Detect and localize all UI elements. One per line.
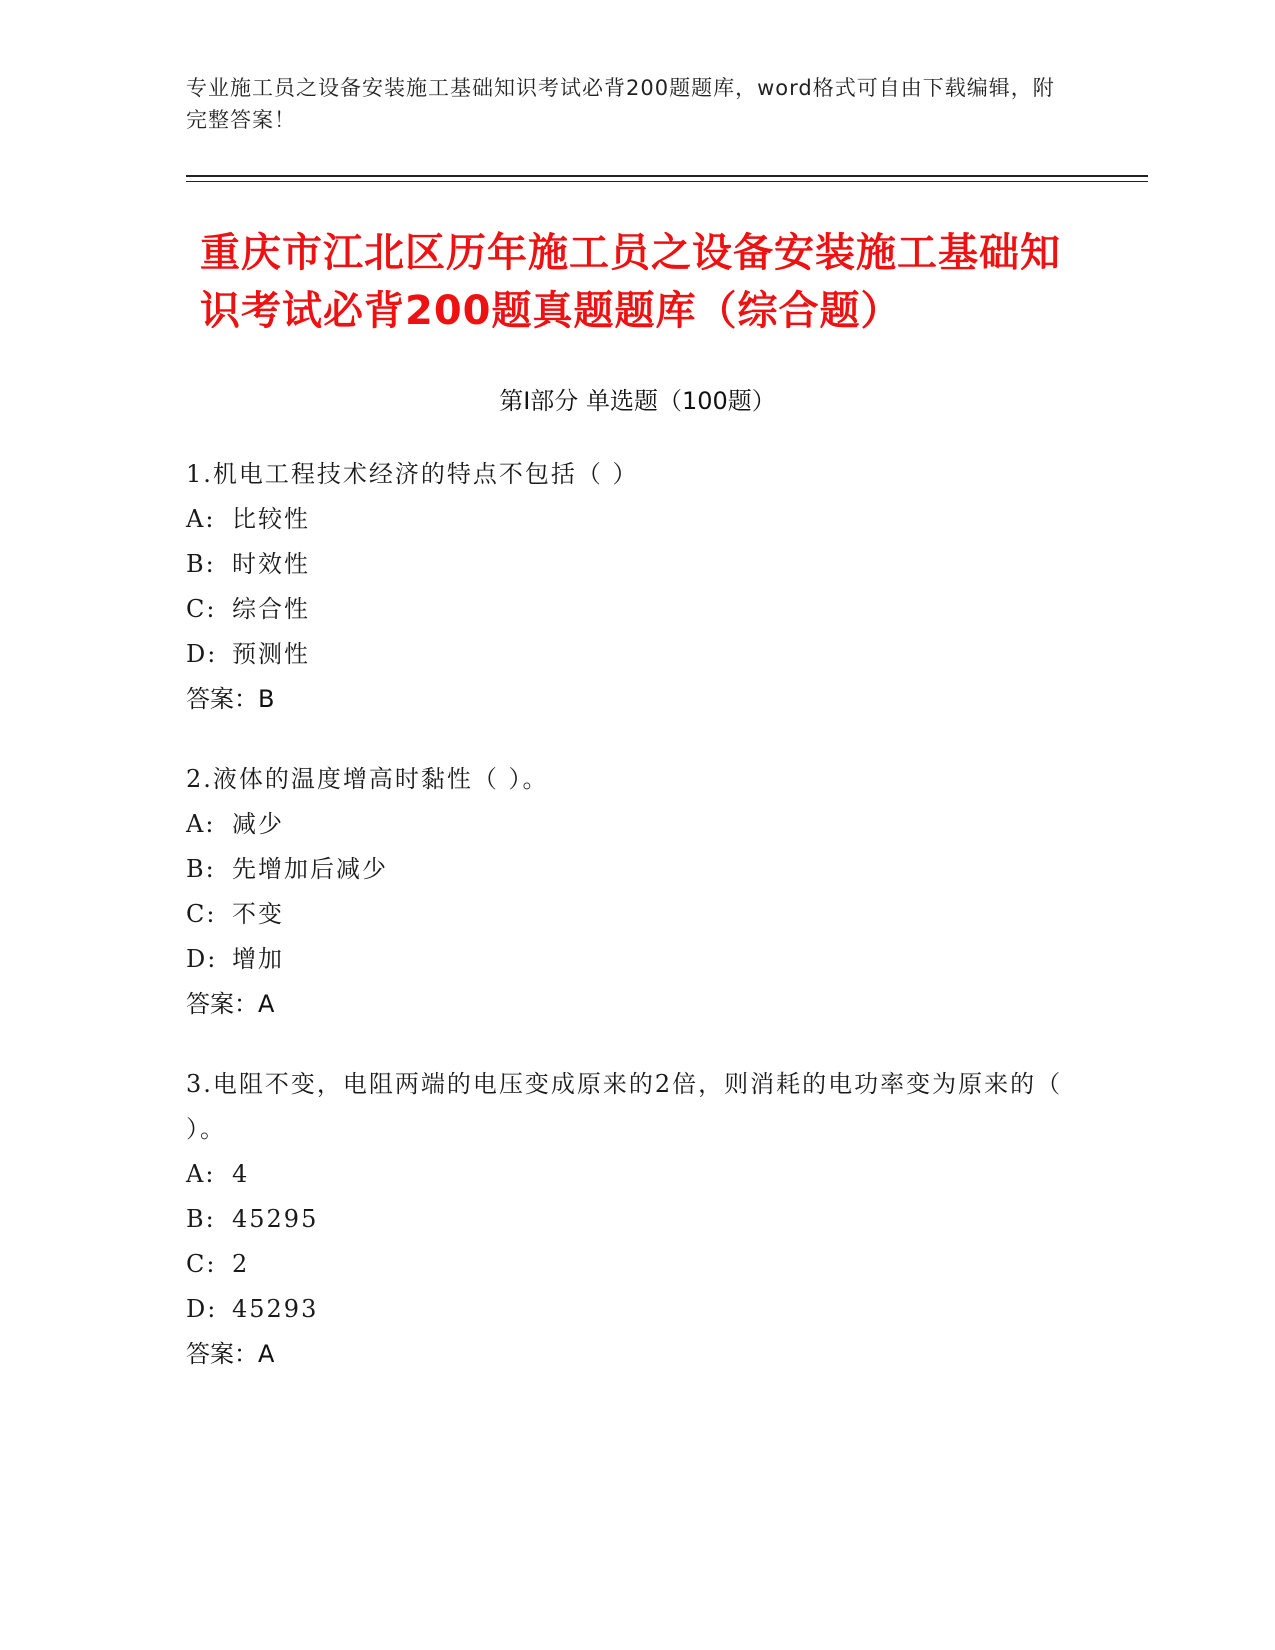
- option-text: 预测性: [232, 640, 310, 668]
- section-title: 第I部分 单选题（100题）: [499, 387, 776, 415]
- question-stem: 3.电阻不变，电阻两端的电压变成原来的2倍，则消耗的电功率变为原来的（ ）。: [186, 1070, 1063, 1143]
- question-2: [186, 757, 1066, 1027]
- option-d: [186, 1287, 1066, 1332]
- option-text: 2: [232, 1250, 250, 1278]
- option-text: 增加: [232, 945, 284, 973]
- option-a: [186, 497, 1066, 542]
- option-b: [186, 847, 1066, 892]
- option-text: 时效性: [232, 550, 310, 578]
- option-key: D:: [186, 640, 218, 668]
- option-key: A:: [186, 1160, 216, 1188]
- option-c: [186, 892, 1066, 937]
- answer-line: 答案：A: [186, 990, 275, 1018]
- option-text: 综合性: [232, 595, 310, 623]
- option-key: B:: [186, 1205, 216, 1233]
- option-a: [186, 802, 1066, 847]
- option-key: B:: [186, 855, 216, 883]
- option-key: A:: [186, 810, 216, 838]
- option-a: [186, 1152, 1066, 1197]
- option-text: 比较性: [232, 505, 310, 533]
- answer-line: 答案：A: [186, 1340, 275, 1368]
- option-text: 4: [232, 1160, 250, 1188]
- option-text: 45295: [232, 1205, 319, 1233]
- option-text: 45293: [232, 1295, 319, 1323]
- option-key: B:: [186, 550, 216, 578]
- header-divider-thick: [186, 175, 1148, 177]
- question-stem: 1.机电工程技术经济的特点不包括（ ）: [186, 460, 639, 488]
- option-key: C:: [186, 900, 217, 928]
- document-title: 重庆市江北区历年施工员之设备安装施工基础知识考试必背200题真题题库（综合题）: [200, 230, 1061, 334]
- option-c: [186, 587, 1066, 632]
- option-key: C:: [186, 1250, 217, 1278]
- option-c: [186, 1242, 1066, 1287]
- option-key: C:: [186, 595, 217, 623]
- option-d: [186, 937, 1066, 982]
- header-note: 专业施工员之设备安装施工基础知识考试必背200题题库，word格式可自由下载编辑，附完整答案！: [186, 76, 1055, 132]
- header-divider-thin: [186, 181, 1148, 182]
- option-key: D:: [186, 1295, 218, 1323]
- question-stem: 2.液体的温度增高时黏性（ ）。: [186, 765, 549, 793]
- option-key: D:: [186, 945, 218, 973]
- option-text: 减少: [232, 810, 284, 838]
- question-1: [186, 452, 1066, 722]
- answer-line: 答案：B: [186, 685, 275, 713]
- option-b: [186, 1197, 1066, 1242]
- option-key: A:: [186, 505, 216, 533]
- option-b: [186, 542, 1066, 587]
- option-text: 不变: [232, 900, 284, 928]
- option-text: 先增加后减少: [232, 855, 388, 883]
- option-d: [186, 632, 1066, 677]
- question-3: [186, 1062, 1066, 1377]
